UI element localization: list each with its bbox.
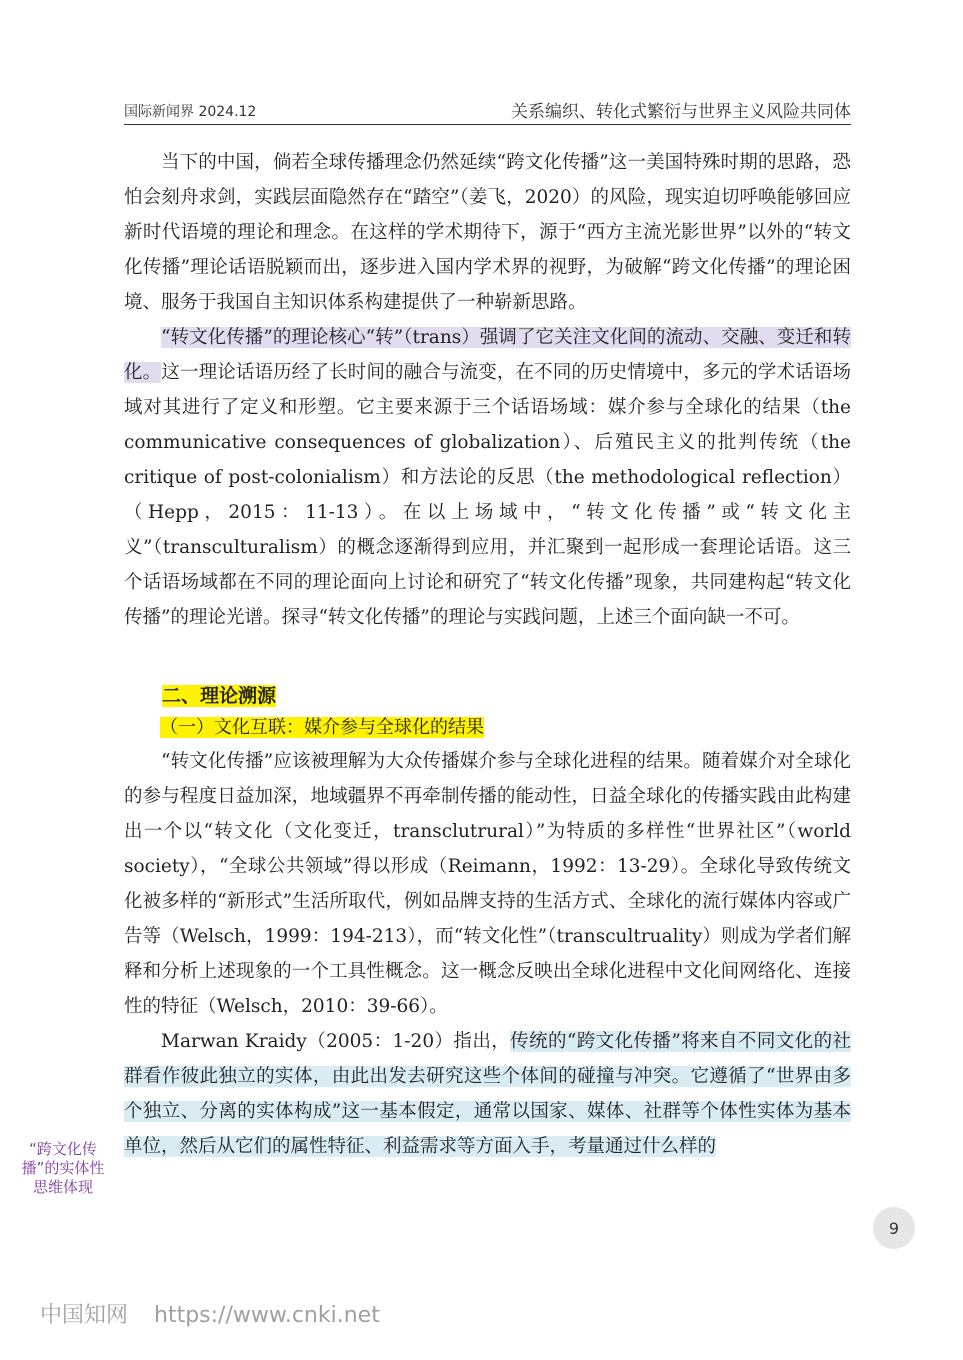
cnki-brand: 中国知网 — [40, 1303, 129, 1328]
section-gap — [124, 635, 851, 670]
section-heading-text: 二、理论溯源 — [162, 685, 277, 707]
article-title: 关系编织、转化式繁衍与世界主义风险共同体 — [511, 102, 851, 122]
paragraph-1: 当下的中国，倘若全球传播理念仍然延续“跨文化传播”这一美国特殊时期的思路，恐怕会刻舟求剑，实践层面隐然存在“踏空”（姜飞，2020）的风险，现实迫切呼唤能够回应新时代语境的理论和理念。在这样的学术期待下，源于“西方主流光影世界”以外的“转文化传播”理论话语脱颖而出，逐步进入国内学术界的视野，为破解“跨文化传播”的理论困境、服务于我国自主知识体系构建提供了一种崭新思路。 — [124, 152, 851, 313]
article-body — [124, 145, 851, 1164]
subsection-heading — [124, 712, 851, 744]
margin-annotation: “跨文化传播”的实体性思维体现 — [21, 1140, 105, 1196]
cnki-url: https://www.cnki.net — [154, 1303, 380, 1328]
running-header — [124, 92, 851, 125]
paragraph-2-rest: 这一理论话语历经了长时间的融合与流变，在不同的历史情境中，多元的学术话语场域对其进行了定义和形塑。它主要来源于三个话语场域：媒介参与全球化的结果（the communicative consequences of globalization）、后殖民主义的批判传统（the critique of post-colonialism）和方法论的反思（the methodological reflection）（Hepp，2015：11-13）。在以上场域中，“转文化传播”或“转文化主义”（transculturalism）的概念逐渐得到应用，并汇聚到一起形成一套理论话语。这三个话语场域都在不同的理论面向上讨论和研究了“转文化传播”现象，共同建构起“转文化传播”的理论光谱。探寻“转文化传播”的理论与实践问题，上述三个面向缺一不可。 — [124, 362, 851, 628]
paragraph-2 — [124, 320, 851, 635]
paragraph-3: “转文化传播”应该被理解为大众传播媒介参与全球化进程的结果。随着媒介对全球化的参与程度日益加深，地域疆界不再牵制传播的能动性，日益全球化的传播实践由此构建出一个以“转文化（文化变迁，transclutrural）”为特质的多样性“世界社区”（world society），“全球公共领域”得以形成（Reimann，1992：13-29）。全球化导致传统文化被多样的“新形式”生活所取代，例如品牌支持的生活方式、全球化的流行媒体内容或广告等（Welsch，1999：194-213），而“转文化性”（transcultruality）则成为学者们解释和分析上述现象的一个工具性概念。这一概念反映出全球化进程中文化间网络化、连接性的特征（Welsch，2010：39-66）。 — [124, 751, 851, 1017]
watermark-footer — [40, 1298, 380, 1329]
page-number: 9 — [873, 1207, 915, 1249]
blue-highlight: 传统的“跨文化传播”将来自不同文化的社群看作彼此独立的实体，由此出发去研究这些个体间的碰撞与冲突。它遵循了“世界由多个独立、分离的实体构成”这一基本假定，通常以国家、媒体、社群等个体性实体为基本单位，然后从它们的属性特征、利益需求等方面入手，考量通过什么样的 — [124, 1031, 851, 1157]
section-heading — [124, 680, 851, 712]
purple-highlight: “转文化传播”的理论核心“转”（trans）强调了它关注文化间的流动、交融、变迁和转化。 — [124, 327, 851, 383]
subsection-heading-text: （一）文化互联：媒介参与全球化的结果 — [160, 717, 484, 738]
paragraph-4-start: Marwan Kraidy（2005：1-20）指出， — [161, 1031, 511, 1052]
paragraph-4 — [124, 1024, 851, 1164]
journal-issue: 国际新闻界 2024.12 — [124, 104, 257, 120]
